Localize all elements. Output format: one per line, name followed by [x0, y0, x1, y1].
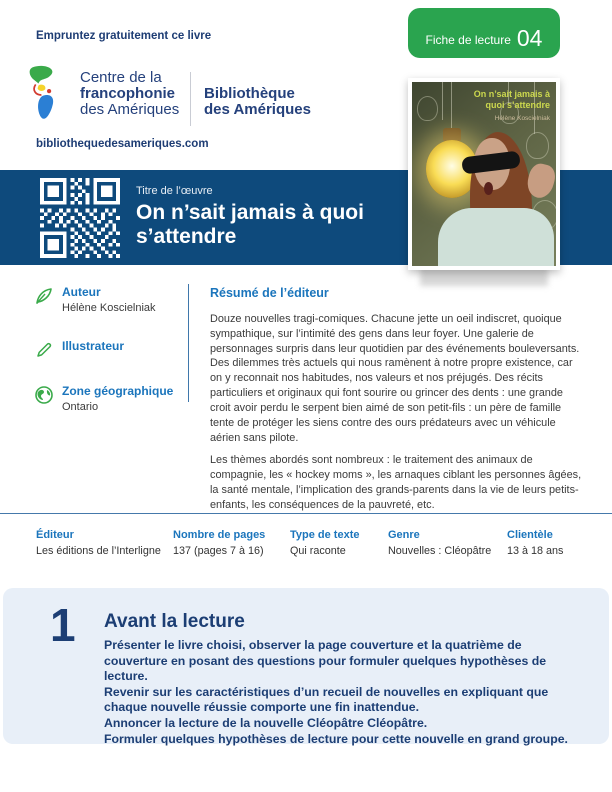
globe-icon	[34, 385, 54, 405]
americas-map-logo-icon	[28, 64, 74, 126]
author-label: Auteur	[62, 285, 101, 299]
section-heading: Avant la lecture	[104, 611, 245, 632]
meta-value: Qui raconte	[290, 545, 346, 557]
meta-label: Type de texte	[290, 529, 360, 541]
badge-number: 04	[516, 25, 543, 51]
summary-paragraph: Les thèmes abordés sont nombreux : le traitement des animaux de compagnie, les « hockey moms », les arnaques ciblant les personnes âgées, la santé mentale, l’implication des grands-parents dans la vie de leurs petits-enfants, les conséquences de la pauvreté, etc.	[210, 454, 582, 511]
library-line2: des Amériques	[204, 101, 311, 118]
woman-mouth	[484, 182, 493, 195]
section-line: Présenter le livre choisi, observer la page couverture et la quatrième de couverture en posant des questions pour formuler quelques hypothèses de lecture.	[104, 638, 547, 684]
cover-author-text: Hélène Koscielniak	[494, 115, 550, 122]
meta-label: Clientèle	[507, 529, 553, 541]
section-line: Revenir sur les caractéristiques d’un recueil de nouvelles en expliquant que chaque nouvelle réussie comporte une fin inattendue.	[104, 684, 549, 715]
section-number: 1	[50, 599, 76, 651]
meta-label: Genre	[388, 529, 420, 541]
book-cover-art	[412, 82, 556, 266]
book-cover	[408, 78, 560, 270]
fiche-number-badge	[408, 8, 560, 58]
lend-note: Empruntez gratuitement ce livre	[36, 30, 212, 42]
section-line: Formuler quelques hypothèses de lecture pour cette nouvelle en grand groupe.	[104, 731, 568, 746]
logo-divider	[190, 72, 191, 126]
meta-value: 137 (pages 7 à 16)	[173, 545, 264, 557]
section-body	[104, 638, 588, 747]
illustrator-label: Illustrateur	[62, 339, 125, 353]
cover-title-text: On n’sait jamais à quoi s’attendre	[473, 89, 550, 110]
meta-label: Nombre de pages	[173, 529, 266, 541]
meta-editeur	[36, 529, 161, 557]
website-link[interactable]: bibliothequedesameriques.com	[36, 138, 209, 150]
sidebar-divider	[188, 284, 189, 402]
meta-type	[290, 529, 360, 557]
section-line: Annoncer la lecture de la nouvelle Cléopâtre Cléopâtre.	[104, 716, 428, 731]
org-line2: francophonie	[80, 85, 176, 102]
metadata-divider	[0, 513, 612, 514]
woman-shirt	[438, 208, 554, 266]
feather-icon	[34, 286, 54, 306]
pencil-icon	[34, 340, 54, 360]
meta-label: Éditeur	[36, 529, 74, 541]
summary-paragraph: Douze nouvelles tragi-comiques. Chacune jette un oeil indiscret, quoique sympathique, sur l’intimité des gens dans leur foyer. Une galerie de personnages surpris dans leur quotidien par des événements bouleversants. Des dilemmes très actuels qui nous ramènent à notre propre existence, car on y reconnait nos habitudes, nos valeurs et nos préjugés. Des récits particuliers et originaux qui font sourire ou grincer des dents : une grande croit avoir perdu le serpent bien aimé de son petit-fils : un père de famille tente de protéger les siens contre des ours prédateurs avec un véhicule aérien sans pilote.	[210, 313, 580, 444]
org-name	[80, 70, 179, 118]
library-line1: Bibliothèque	[204, 85, 295, 102]
meta-genre	[388, 529, 491, 557]
work-title-label: Titre de l’œuvre	[136, 185, 213, 197]
meta-value: 13 à 18 ans	[507, 545, 564, 557]
summary-body	[210, 312, 586, 521]
zone-value: Ontario	[62, 401, 99, 413]
work-title: On n’sait jamais à quoi s’attendre	[136, 201, 364, 248]
meta-value: Nouvelles : Cléopâtre	[388, 545, 492, 557]
library-name	[204, 86, 311, 118]
org-line1: Centre de la	[80, 69, 162, 86]
sidebar-item-auteur	[62, 285, 156, 314]
org-line3: des Amériques	[80, 101, 180, 118]
author-value: Hélène Koscielniak	[62, 302, 156, 314]
meta-value: Les éditions de l’Interligne	[36, 545, 161, 557]
qr-code	[40, 178, 120, 258]
sidebar-item-zone	[62, 384, 173, 413]
zone-label: Zone géographique	[62, 384, 174, 398]
badge-label: Fiche de lecture	[425, 33, 511, 47]
sidebar-item-illustrateur	[62, 339, 124, 356]
meta-pages	[173, 529, 265, 557]
summary-heading: Résumé de l’éditeur	[210, 286, 329, 300]
meta-clientele	[507, 529, 563, 557]
